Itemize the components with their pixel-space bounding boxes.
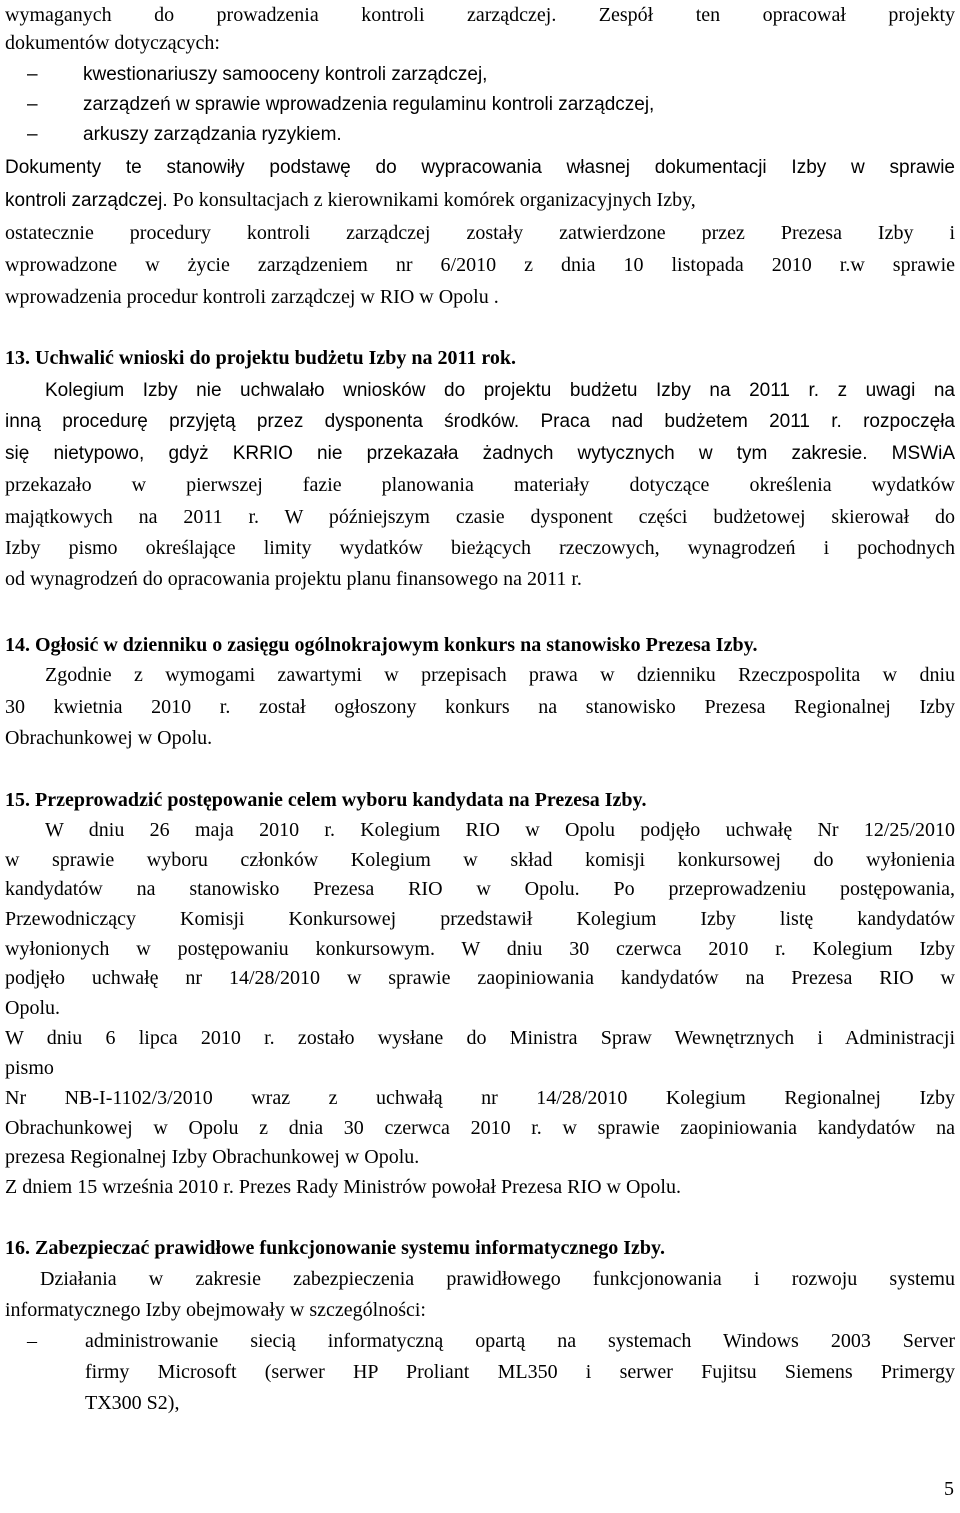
paragraph-line: Kolegium Izby nie uchwalało wniosków do projektu budżetu Izby na 2011 r. z uwagi na: [45, 380, 955, 401]
paragraph-line: [5, 185, 955, 215]
intro-line-1: wymaganych do prowadzenia kontroli zarządczej. Zespół ten opracował projekty: [5, 4, 955, 26]
paragraph-line: informatycznego Izby obejmowały w szczególności:: [5, 1299, 426, 1321]
paragraph-line: się nietypowo, gdyż KRRIO nie przekazała żadnych wytycznych w tym zakresie. MSWiA: [5, 443, 955, 464]
paragraph-line: Dokumenty te stanowiły podstawę do wypracowania własnej dokumentacji Izby w sprawie: [5, 157, 955, 178]
paragraph-line: w sprawie wyboru członków Kolegium w skład komisji konkursowej do wyłonienia: [5, 849, 955, 871]
list-item-text: administrowanie siecią informatyczną opartą na systemach Windows 2003 Server: [85, 1330, 955, 1352]
dash-bullet: –: [27, 124, 38, 145]
paragraph-line: 30 kwietnia 2010 r. został ogłoszony konkurs na stanowisko Prezesa Regionalnej Izby: [5, 696, 955, 718]
paragraph-line: prezesa Regionalnej Izby Obrachunkowej w Opolu.: [5, 1146, 420, 1168]
paragraph-line: majątkowych na 2011 r. W późniejszym czasie dysponent części budżetowej skierował do: [5, 506, 955, 528]
list-item-text: kwestionariuszy samooceny kontroli zarządczej,: [83, 64, 488, 85]
paragraph-line: W dniu 6 lipca 2010 r. zostało wysłane do Ministra Spraw Wewnętrznych i Administracji: [5, 1027, 955, 1049]
list-item-text: firmy Microsoft (serwer HP Proliant ML350 i serwer Fujitsu Siemens Primergy: [85, 1361, 955, 1383]
paragraph-line: Obrachunkowej w Opolu z dnia 30 czerwca 2010 r. w sprawie zaopiniowania kandydatów na: [5, 1117, 955, 1139]
paragraph-line: Opolu.: [5, 997, 60, 1019]
page-number: 5: [944, 1478, 954, 1500]
paragraph-line: pismo: [5, 1057, 54, 1079]
list-item-text: TX300 S2),: [85, 1392, 180, 1414]
paragraph-line: wyłonionych w postępowaniu konkursowym. W dniu 30 czerwca 2010 r. Kolegium Izby: [5, 938, 955, 960]
paragraph-line: Przewodniczący Komisji Konkursowej przedstawił Kolegium Izby listę kandydatów: [5, 908, 955, 930]
list-item-text: zarządzeń w sprawie wprowadzenia regulaminu kontroli zarządczej,: [83, 94, 655, 115]
intro-line-2: dokumentów dotyczących:: [5, 32, 220, 54]
list-item-continuation: [5, 1388, 955, 1418]
dash-bullet: –: [27, 64, 38, 85]
section-heading-16: 16. Zabezpieczać prawidłowe funkcjonowanie systemu informatycznego Izby.: [5, 1237, 665, 1259]
paragraph-fragment: Po konsultacjach z kierownikami komórek organizacyjnych Izby,: [167, 189, 696, 211]
paragraph-line: podjęło uchwałę nr 14/28/2010 w sprawie zaopiniowania kandydatów na Prezesa RIO w: [5, 967, 955, 989]
paragraph-line: Z dniem 15 września 2010 r. Prezes Rady Ministrów powołał Prezesa RIO w Opolu.: [5, 1176, 681, 1198]
paragraph-line: kandydatów na stanowisko Prezesa RIO w Opolu. Po przeprowadzeniu postępowania,: [5, 878, 955, 900]
paragraph-line: W dniu 26 maja 2010 r. Kolegium RIO w Opolu podjęło uchwałę Nr 12/25/2010: [45, 819, 955, 841]
list-item-text: arkuszy zarządzania ryzykiem.: [83, 124, 342, 145]
paragraph-fragment: kontroli zarządczej.: [5, 190, 168, 211]
paragraph-line: Nr NB-I-1102/3/2010 wraz z uchwałą nr 14/28/2010 Kolegium Regionalnej Izby: [5, 1087, 955, 1109]
list-item: [5, 120, 955, 150]
dash-bullet: –: [27, 1330, 37, 1352]
list-item: [5, 60, 955, 90]
list-item: [5, 90, 955, 120]
paragraph-line: inną procedurę przyjętą przez dysponenta środków. Praca nad budżetem 2011 r. rozpoczęła: [5, 411, 955, 432]
paragraph-line: Działania w zakresie zabezpieczenia prawidłowego funkcjonowania i rozwoju systemu: [40, 1268, 955, 1290]
section-heading-15: 15. Przeprowadzić postępowanie celem wyboru kandydata na Prezesa Izby.: [5, 789, 647, 811]
paragraph-line: Zgodnie z wymogami zawartymi w przepisach prawa w dzienniku Rzeczpospolita w dniu: [45, 664, 955, 686]
section-heading-13: 13. Uchwalić wnioski do projektu budżetu Izby na 2011 rok.: [5, 347, 517, 369]
paragraph-line: od wynagrodzeń do opracowania projektu planu finansowego na 2011 r.: [5, 568, 582, 590]
paragraph-line: ostatecznie procedury kontroli zarządczej zostały zatwierdzone przez Prezesa Izby i: [5, 222, 955, 244]
paragraph-line: wprowadzenia procedur kontroli zarządczej w RIO w Opolu .: [5, 286, 499, 308]
dash-bullet: –: [27, 94, 38, 115]
paragraph-line: wprowadzone w życie zarządzeniem nr 6/2010 z dnia 10 listopada 2010 r.w sprawie: [5, 254, 955, 276]
paragraph-line: Izby pismo określające limity wydatków bieżących rzeczowych, wynagrodzeń i pochodnych: [5, 537, 955, 559]
section-heading-14: 14. Ogłosić w dzienniku o zasięgu ogólnokrajowym konkurs na stanowisko Prezesa Izby.: [5, 634, 758, 656]
paragraph-line: przekazało w pierwszej fazie planowania materiały dotyczące określenia wydatków: [5, 474, 955, 496]
list-item: [5, 1326, 955, 1356]
list-item-continuation: [5, 1357, 955, 1387]
paragraph-line: Obrachunkowej w Opolu.: [5, 727, 213, 749]
